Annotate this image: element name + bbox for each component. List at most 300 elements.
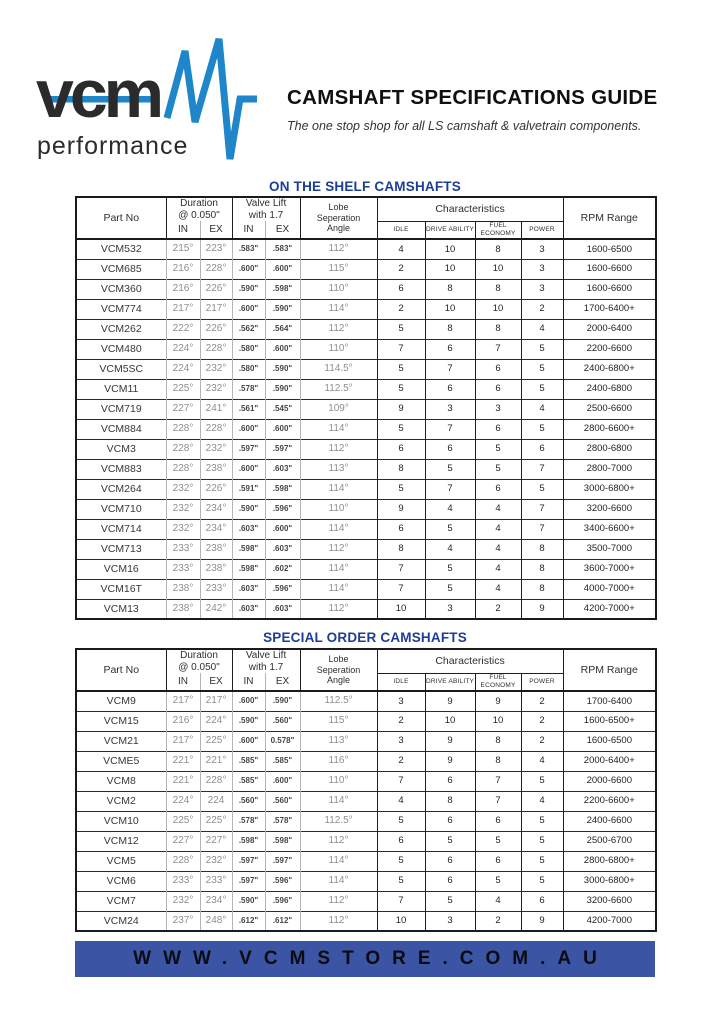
table-row [76, 911, 656, 931]
cell-fuel-economy-rating: 10 [475, 299, 521, 319]
page-title: CAMSHAFT SPECIFICATIONS GUIDE [287, 86, 658, 109]
cell-valve-lift-ex: .600" [265, 519, 300, 539]
cell-valve-lift-in: .600" [232, 419, 265, 439]
section-title-on-the-shelf: ON THE SHELF CAMSHAFTS [269, 179, 461, 194]
cell-part-no: VCM5SC [76, 359, 166, 379]
table-row [76, 499, 656, 519]
cell-lobe-separation-angle: 113° [300, 459, 377, 479]
cell-lobe-separation-angle: 114° [300, 579, 377, 599]
cell-idle-rating: 9 [377, 499, 425, 519]
cell-power-rating: 8 [521, 539, 563, 559]
column-header-duration-in: IN [166, 221, 200, 239]
cell-power-rating: 9 [521, 911, 563, 931]
cell-duration-ex: 234° [200, 891, 232, 911]
cell-idle-rating: 5 [377, 811, 425, 831]
cell-duration-ex: 228° [200, 339, 232, 359]
cell-power-rating: 6 [521, 439, 563, 459]
cell-power-rating: 5 [521, 479, 563, 499]
cell-rpm-range: 2500-6700 [563, 831, 656, 851]
cell-fuel-economy-rating: 6 [475, 379, 521, 399]
cell-valve-lift-ex: .600" [265, 339, 300, 359]
cell-part-no: VCM883 [76, 459, 166, 479]
header-line: Lobe [328, 654, 349, 665]
cell-fuel-economy-rating: 4 [475, 579, 521, 599]
cell-idle-rating: 2 [377, 299, 425, 319]
cell-duration-in: 232° [166, 519, 200, 539]
table-row [76, 711, 656, 731]
cell-fuel-economy-rating: 2 [475, 911, 521, 931]
cell-power-rating: 3 [521, 259, 563, 279]
cell-part-no: VCM5 [76, 851, 166, 871]
cell-rpm-range: 1600-6500 [563, 731, 656, 751]
cell-idle-rating: 5 [377, 359, 425, 379]
cell-valve-lift-ex: .590" [265, 691, 300, 711]
cell-valve-lift-ex: .585" [265, 751, 300, 771]
cell-drive-ability-rating: 8 [425, 791, 475, 811]
cell-idle-rating: 5 [377, 871, 425, 891]
column-header-valve-lift-ex: EX [265, 221, 300, 239]
cell-power-rating: 9 [521, 599, 563, 619]
cell-power-rating: 5 [521, 831, 563, 851]
cell-rpm-range: 1600-6500+ [563, 711, 656, 731]
cell-duration-in: 238° [166, 579, 200, 599]
cell-valve-lift-ex: .597" [265, 851, 300, 871]
cell-lobe-separation-angle: 114° [300, 559, 377, 579]
table-row [76, 811, 656, 831]
table-row [76, 339, 656, 359]
cell-drive-ability-rating: 5 [425, 891, 475, 911]
footer-url-bar [75, 941, 655, 977]
cell-idle-rating: 7 [377, 579, 425, 599]
cell-valve-lift-ex: .597" [265, 439, 300, 459]
table-row [76, 299, 656, 319]
cell-idle-rating: 5 [377, 379, 425, 399]
camshaft-spec-table [75, 196, 657, 620]
table-row [76, 399, 656, 419]
cell-fuel-economy-rating: 8 [475, 279, 521, 299]
cell-duration-ex: 228° [200, 419, 232, 439]
cell-idle-rating: 7 [377, 891, 425, 911]
cell-duration-in: 233° [166, 559, 200, 579]
cell-rpm-range: 3600-7000+ [563, 559, 656, 579]
cell-fuel-economy-rating: 4 [475, 519, 521, 539]
cell-lobe-separation-angle: 115° [300, 259, 377, 279]
cell-drive-ability-rating: 8 [425, 319, 475, 339]
cell-duration-ex: 238° [200, 539, 232, 559]
cell-fuel-economy-rating: 3 [475, 399, 521, 419]
header-line: @ 0.050" [178, 661, 220, 673]
table-row [76, 319, 656, 339]
column-header-rpm-range: RPM Range [563, 649, 656, 691]
cell-part-no: VCM6 [76, 871, 166, 891]
cell-rpm-range: 2000-6400 [563, 319, 656, 339]
table-row [76, 419, 656, 439]
cell-power-rating: 8 [521, 559, 563, 579]
cell-duration-ex: 233° [200, 871, 232, 891]
cell-duration-in: 233° [166, 871, 200, 891]
cell-fuel-economy-rating: 5 [475, 439, 521, 459]
cell-duration-in: 238° [166, 599, 200, 619]
cell-part-no: VCM10 [76, 811, 166, 831]
cell-fuel-economy-rating: 5 [475, 871, 521, 891]
cell-idle-rating: 9 [377, 399, 425, 419]
cell-duration-in: 228° [166, 459, 200, 479]
cell-rpm-range: 3000-6800+ [563, 479, 656, 499]
cell-drive-ability-rating: 5 [425, 459, 475, 479]
cell-duration-ex: 233° [200, 579, 232, 599]
cell-lobe-separation-angle: 115° [300, 711, 377, 731]
cell-duration-ex: 238° [200, 459, 232, 479]
column-header-part-no: Part No [76, 649, 166, 691]
cell-rpm-range: 2800-6800 [563, 439, 656, 459]
cell-drive-ability-rating: 9 [425, 691, 475, 711]
cell-valve-lift-in: .612" [232, 911, 265, 931]
cell-duration-in: 232° [166, 499, 200, 519]
table-row [76, 891, 656, 911]
cell-duration-in: 225° [166, 379, 200, 399]
cell-idle-rating: 3 [377, 731, 425, 751]
cell-lobe-separation-angle: 114.5° [300, 359, 377, 379]
spec-table-body [76, 239, 656, 619]
cell-duration-in: 232° [166, 479, 200, 499]
cell-power-rating: 4 [521, 399, 563, 419]
section-title-special-order: SPECIAL ORDER CAMSHAFTS [263, 630, 467, 645]
cell-valve-lift-in: .590" [232, 499, 265, 519]
cell-valve-lift-ex: .603" [265, 459, 300, 479]
header-row-groups [76, 197, 656, 221]
column-header-duration-in: IN [166, 673, 200, 691]
cell-rpm-range: 3500-7000 [563, 539, 656, 559]
cell-duration-ex: 225° [200, 731, 232, 751]
cell-lobe-separation-angle: 112.5° [300, 691, 377, 711]
cell-idle-rating: 4 [377, 791, 425, 811]
cell-part-no: VCM714 [76, 519, 166, 539]
cell-fuel-economy-rating: 7 [475, 771, 521, 791]
cell-valve-lift-in: .597" [232, 439, 265, 459]
cell-duration-in: 217° [166, 691, 200, 711]
cell-fuel-economy-rating: 7 [475, 339, 521, 359]
cell-rpm-range: 2400-6800+ [563, 359, 656, 379]
cell-part-no: VCM24 [76, 911, 166, 931]
cell-fuel-economy-rating: 6 [475, 851, 521, 871]
footer-url-text: WWW.VCMSTORE.COM.AU [133, 948, 609, 969]
cell-part-no: VCM2 [76, 791, 166, 811]
column-header-idle-rating: IDLE [377, 673, 425, 691]
cell-fuel-economy-rating: 4 [475, 559, 521, 579]
cell-rpm-range: 2400-6800 [563, 379, 656, 399]
cell-idle-rating: 5 [377, 479, 425, 499]
cell-duration-in: 228° [166, 851, 200, 871]
cell-duration-ex: 232° [200, 359, 232, 379]
cell-valve-lift-in: .591" [232, 479, 265, 499]
column-header-duration [166, 649, 232, 673]
header-line: @ 0.050" [178, 209, 220, 221]
cell-valve-lift-ex: .598" [265, 279, 300, 299]
cell-power-rating: 5 [521, 771, 563, 791]
cell-rpm-range: 2800-6800+ [563, 851, 656, 871]
cell-idle-rating: 5 [377, 319, 425, 339]
cell-valve-lift-ex: .600" [265, 419, 300, 439]
column-header-fuel-economy-rating: FUEL ECONOMY [475, 221, 521, 239]
cell-lobe-separation-angle: 112° [300, 319, 377, 339]
cell-valve-lift-ex: .545" [265, 399, 300, 419]
cell-fuel-economy-rating: 9 [475, 691, 521, 711]
cell-valve-lift-in: .600" [232, 691, 265, 711]
table-row [76, 359, 656, 379]
cell-lobe-separation-angle: 109° [300, 399, 377, 419]
cell-drive-ability-rating: 10 [425, 711, 475, 731]
table-row [76, 771, 656, 791]
cell-valve-lift-in: .598" [232, 559, 265, 579]
cell-rpm-range: 2500-6600 [563, 399, 656, 419]
cell-fuel-economy-rating: 5 [475, 831, 521, 851]
header-line: Duration [180, 198, 218, 209]
cell-part-no: VCME5 [76, 751, 166, 771]
cell-power-rating: 5 [521, 871, 563, 891]
cell-duration-ex: 232° [200, 439, 232, 459]
cell-idle-rating: 7 [377, 559, 425, 579]
page-subtitle: The one stop shop for all LS camshaft & valvetrain components. [287, 119, 642, 133]
cell-idle-rating: 4 [377, 239, 425, 259]
cell-drive-ability-rating: 3 [425, 399, 475, 419]
table-row [76, 439, 656, 459]
cell-lobe-separation-angle: 110° [300, 339, 377, 359]
cell-duration-ex: 226° [200, 479, 232, 499]
cell-part-no: VCM480 [76, 339, 166, 359]
header-row-groups [76, 649, 656, 673]
table-row [76, 539, 656, 559]
cell-rpm-range: 2200-6600 [563, 339, 656, 359]
column-header-valve-lift [232, 197, 300, 221]
cell-lobe-separation-angle: 112° [300, 239, 377, 259]
header-line: Seperation [316, 212, 361, 223]
cell-drive-ability-rating: 6 [425, 771, 475, 791]
cell-fuel-economy-rating: 6 [475, 811, 521, 831]
cell-valve-lift-ex: .602" [265, 559, 300, 579]
cell-valve-lift-in: .603" [232, 579, 265, 599]
cell-drive-ability-rating: 6 [425, 851, 475, 871]
cell-duration-in: 217° [166, 731, 200, 751]
cell-drive-ability-rating: 3 [425, 599, 475, 619]
table-row [76, 691, 656, 711]
cell-lobe-separation-angle: 114° [300, 299, 377, 319]
cell-drive-ability-rating: 5 [425, 579, 475, 599]
cell-rpm-range: 1600-6500 [563, 239, 656, 259]
cell-idle-rating: 7 [377, 339, 425, 359]
cell-duration-ex: 241° [200, 399, 232, 419]
cell-fuel-economy-rating: 6 [475, 419, 521, 439]
cell-valve-lift-in: .597" [232, 871, 265, 891]
cell-idle-rating: 2 [377, 751, 425, 771]
cell-duration-in: 217° [166, 299, 200, 319]
cell-drive-ability-rating: 5 [425, 519, 475, 539]
table-row [76, 379, 656, 399]
spec-table-body [76, 691, 656, 931]
cell-fuel-economy-rating: 4 [475, 499, 521, 519]
cell-rpm-range: 1700-6400 [563, 691, 656, 711]
cell-valve-lift-ex: .598" [265, 479, 300, 499]
header-line: with 1.7 [248, 209, 284, 221]
cell-lobe-separation-angle: 112° [300, 911, 377, 931]
table-row [76, 279, 656, 299]
cell-valve-lift-in: .585" [232, 751, 265, 771]
cell-drive-ability-rating: 9 [425, 731, 475, 751]
cell-power-rating: 5 [521, 419, 563, 439]
cell-part-no: VCM7 [76, 891, 166, 911]
cell-valve-lift-ex: .560" [265, 791, 300, 811]
cell-idle-rating: 2 [377, 711, 425, 731]
cell-valve-lift-in: .597" [232, 851, 265, 871]
column-header-drive-ability-rating: DRIVE ABILITY [425, 221, 475, 239]
cell-rpm-range: 3200-6600 [563, 891, 656, 911]
cell-part-no: VCM360 [76, 279, 166, 299]
cell-valve-lift-in: .580" [232, 339, 265, 359]
cell-duration-ex: 226° [200, 319, 232, 339]
cell-duration-in: 216° [166, 711, 200, 731]
cell-drive-ability-rating: 6 [425, 871, 475, 891]
cell-power-rating: 4 [521, 791, 563, 811]
cell-fuel-economy-rating: 10 [475, 711, 521, 731]
cell-duration-ex: 225° [200, 811, 232, 831]
cell-idle-rating: 5 [377, 851, 425, 871]
table-row [76, 791, 656, 811]
cell-duration-in: 222° [166, 319, 200, 339]
cell-part-no: VCM11 [76, 379, 166, 399]
cell-valve-lift-in: .561" [232, 399, 265, 419]
cell-duration-in: 232° [166, 891, 200, 911]
cell-duration-ex: 248° [200, 911, 232, 931]
column-header-lobe-separation-angle [300, 649, 377, 691]
cell-rpm-range: 1600-6600 [563, 259, 656, 279]
cell-drive-ability-rating: 9 [425, 751, 475, 771]
cell-drive-ability-rating: 6 [425, 339, 475, 359]
cell-valve-lift-in: .580" [232, 359, 265, 379]
cell-idle-rating: 5 [377, 419, 425, 439]
cell-power-rating: 2 [521, 691, 563, 711]
cell-rpm-range: 4200-7000+ [563, 599, 656, 619]
cell-drive-ability-rating: 10 [425, 299, 475, 319]
cell-valve-lift-in: .598" [232, 831, 265, 851]
cell-duration-ex: 234° [200, 499, 232, 519]
cell-power-rating: 8 [521, 579, 563, 599]
cell-duration-in: 216° [166, 259, 200, 279]
cell-drive-ability-rating: 8 [425, 279, 475, 299]
column-header-power-rating: POWER [521, 221, 563, 239]
cell-part-no: VCM532 [76, 239, 166, 259]
column-header-valve-lift [232, 649, 300, 673]
cell-valve-lift-ex: .590" [265, 379, 300, 399]
cell-valve-lift-in: .603" [232, 599, 265, 619]
cell-lobe-separation-angle: 114° [300, 871, 377, 891]
cell-valve-lift-ex: .560" [265, 711, 300, 731]
column-header-lobe-separation-angle [300, 197, 377, 239]
cell-lobe-separation-angle: 114° [300, 791, 377, 811]
cell-duration-in: 224° [166, 359, 200, 379]
cell-drive-ability-rating: 6 [425, 439, 475, 459]
cell-part-no: VCM21 [76, 731, 166, 751]
column-header-rpm-range: RPM Range [563, 197, 656, 239]
cell-drive-ability-rating: 6 [425, 811, 475, 831]
column-header-valve-lift-in: IN [232, 221, 265, 239]
column-header-duration [166, 197, 232, 221]
table-row [76, 871, 656, 891]
cell-power-rating: 3 [521, 239, 563, 259]
cell-duration-in: 233° [166, 539, 200, 559]
cell-duration-ex: 217° [200, 691, 232, 711]
cell-part-no: VCM13 [76, 599, 166, 619]
cell-duration-ex: 234° [200, 519, 232, 539]
table-row [76, 559, 656, 579]
cell-part-no: VCM15 [76, 711, 166, 731]
header-line: with 1.7 [248, 661, 284, 673]
cell-fuel-economy-rating: 8 [475, 751, 521, 771]
cell-rpm-range: 4200-7000 [563, 911, 656, 931]
cell-idle-rating: 6 [377, 519, 425, 539]
cell-valve-lift-ex: .564" [265, 319, 300, 339]
cell-rpm-range: 4000-7000+ [563, 579, 656, 599]
cell-rpm-range: 2800-7000 [563, 459, 656, 479]
cell-fuel-economy-rating: 4 [475, 891, 521, 911]
cell-fuel-economy-rating: 5 [475, 459, 521, 479]
cell-valve-lift-ex: .598" [265, 831, 300, 851]
cell-duration-ex: 217° [200, 299, 232, 319]
cell-part-no: VCM16T [76, 579, 166, 599]
table-row [76, 731, 656, 751]
cell-drive-ability-rating: 5 [425, 831, 475, 851]
cell-part-no: VCM713 [76, 539, 166, 559]
cell-valve-lift-ex: .583" [265, 239, 300, 259]
cell-duration-in: 227° [166, 831, 200, 851]
cell-part-no: VCM719 [76, 399, 166, 419]
cell-valve-lift-in: .590" [232, 711, 265, 731]
cell-valve-lift-ex: .596" [265, 499, 300, 519]
header-line: Duration [180, 650, 218, 661]
column-header-power-rating: POWER [521, 673, 563, 691]
cell-drive-ability-rating: 7 [425, 359, 475, 379]
cell-lobe-separation-angle: 112.5° [300, 379, 377, 399]
cell-rpm-range: 3000-6800+ [563, 871, 656, 891]
cell-valve-lift-ex: .603" [265, 539, 300, 559]
cell-lobe-separation-angle: 113° [300, 731, 377, 751]
cell-part-no: VCM12 [76, 831, 166, 851]
column-header-part-no: Part No [76, 197, 166, 239]
cell-duration-in: 224° [166, 339, 200, 359]
cell-power-rating: 2 [521, 731, 563, 751]
cell-rpm-range: 1700-6400+ [563, 299, 656, 319]
cell-rpm-range: 2400-6600 [563, 811, 656, 831]
cell-duration-ex: 228° [200, 771, 232, 791]
cell-fuel-economy-rating: 8 [475, 319, 521, 339]
table-row [76, 751, 656, 771]
table-row [76, 459, 656, 479]
cell-idle-rating: 3 [377, 691, 425, 711]
cell-idle-rating: 10 [377, 599, 425, 619]
cell-drive-ability-rating: 4 [425, 539, 475, 559]
cell-valve-lift-ex: .578" [265, 811, 300, 831]
cell-idle-rating: 2 [377, 259, 425, 279]
cell-part-no: VCM262 [76, 319, 166, 339]
cell-valve-lift-in: .600" [232, 299, 265, 319]
cell-fuel-economy-rating: 4 [475, 539, 521, 559]
header-line: Lobe [328, 202, 349, 213]
cell-valve-lift-in: .590" [232, 891, 265, 911]
cell-duration-ex: 223° [200, 239, 232, 259]
cell-drive-ability-rating: 7 [425, 419, 475, 439]
column-header-valve-lift-in: IN [232, 673, 265, 691]
cell-power-rating: 5 [521, 811, 563, 831]
cell-idle-rating: 7 [377, 771, 425, 791]
cell-part-no: VCM264 [76, 479, 166, 499]
